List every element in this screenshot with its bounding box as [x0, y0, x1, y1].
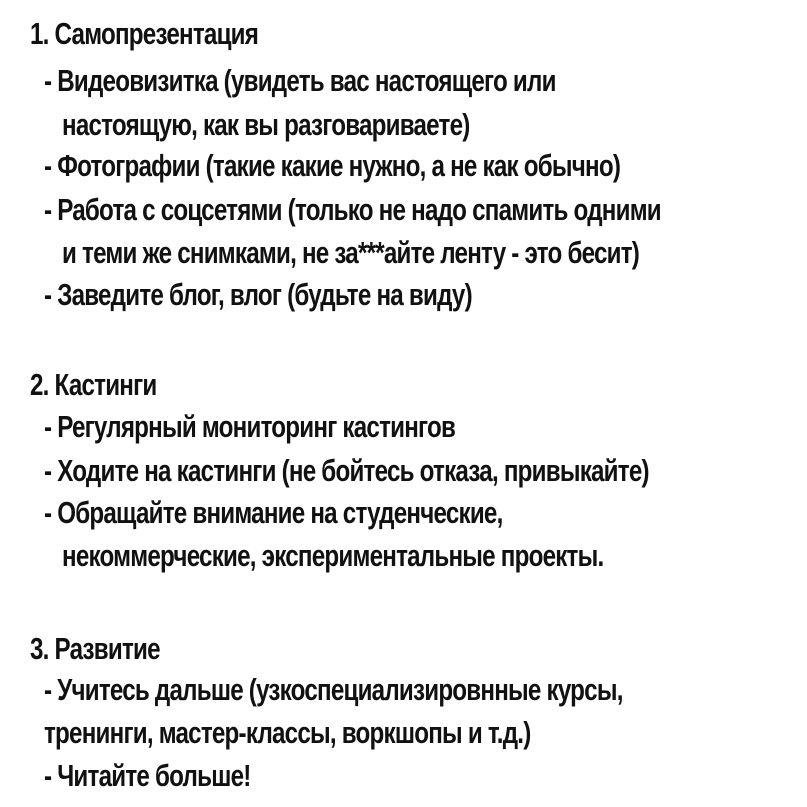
- list-item-continuation: тренинги, мастер-классы, воркшопы и т.д.): [44, 715, 531, 750]
- list-item: - Регулярный мониторинг кастингов: [44, 409, 456, 444]
- list-item-continuation: некоммерческие, экспериментальные проекты.: [62, 538, 604, 573]
- list-item: - Читайте больше!: [44, 758, 251, 793]
- section-heading-castings: 2. Кастинги: [30, 367, 157, 402]
- list-item: - Работа с соцсетями (только не надо спамить одними: [44, 192, 661, 227]
- section-heading-development: 3. Развитие: [30, 631, 160, 666]
- list-item: - Фотографии (такие какие нужно, а не как обычно): [44, 148, 621, 183]
- list-item: - Ходите на кастинги (не бойтесь отказа, привыкайте): [44, 453, 649, 488]
- list-item: - Заведите блог, влог (будьте на виду): [44, 277, 472, 312]
- list-item: - Видеовизитка (увидеть вас настоящего или: [44, 63, 556, 98]
- list-item: - Обращайте внимание на студенческие,: [44, 495, 503, 530]
- list-item: - Учитесь дальше (узкоспециализировнные курсы,: [44, 672, 623, 707]
- list-item-continuation: настоящую, как вы разговариваете): [62, 107, 470, 142]
- section-heading-self-presentation: 1. Самопрезентация: [30, 16, 259, 51]
- list-item-continuation: и теми же снимками, не за***айте ленту - это бесит): [62, 235, 640, 270]
